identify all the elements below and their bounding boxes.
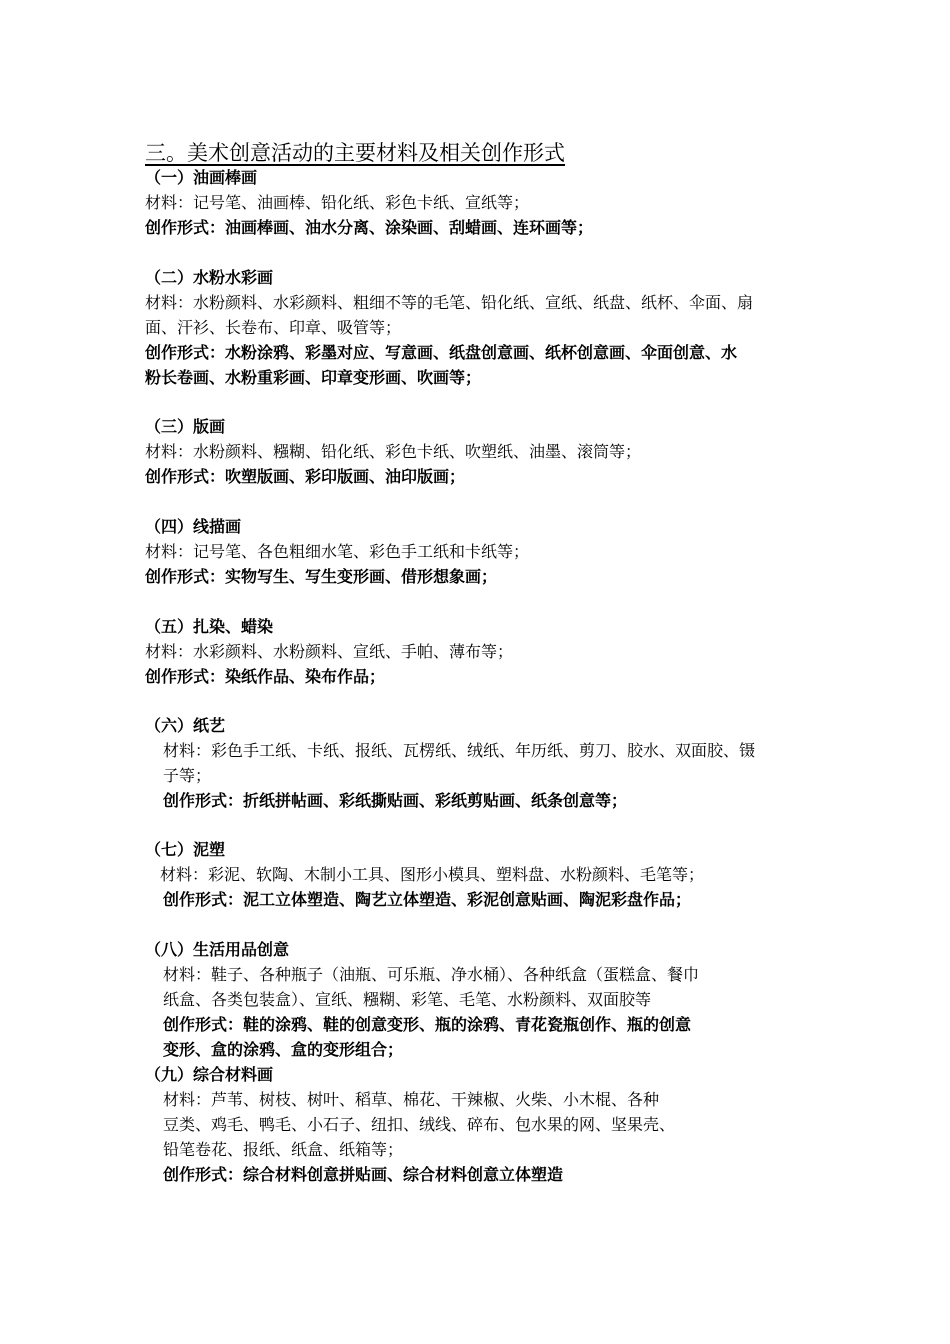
section-oil-pastel [145, 165, 825, 240]
section-heading: （五）扎染、蜡染 [145, 617, 274, 636]
section-heading: （三）版画 [145, 417, 226, 436]
materials-line: 材料：记号笔、油画棒、铅化纸、彩色卡纸、宣纸等； [145, 193, 530, 212]
section-tie-dye [145, 614, 825, 689]
section-daily-items [145, 937, 825, 1062]
section-line-drawing [145, 514, 825, 589]
section-heading: （八）生活用品创意 [145, 940, 290, 959]
page-title: 三。美术创意活动的主要材料及相关创作形式 [145, 141, 565, 165]
section-heading: （六）纸艺 [145, 716, 226, 735]
materials-line: 材料：彩泥、软陶、木制小工具、图形小模具、塑料盘、水粉颜料、毛笔等； [160, 865, 705, 884]
materials-line: 面、汗衫、长卷布、印章、吸管等； [145, 318, 402, 337]
section-heading: （九）综合材料画 [145, 1065, 274, 1084]
section-heading: （二）水粉水彩画 [145, 268, 274, 287]
materials-line: 材料：水粉颜料、水彩颜料、粗细不等的毛笔、铅化纸、宣纸、纸盘、纸杯、伞面、扇 [145, 293, 754, 312]
materials-line: 材料：记号笔、各色粗细水笔、彩色手工纸和卡纸等； [145, 542, 530, 561]
forms-line: 创作形式：折纸拼帖画、彩纸撕贴画、彩纸剪贴画、纸条创意等； [163, 791, 628, 810]
materials-line: 材料：水彩颜料、水粉颜料、宣纸、手帕、薄布等； [145, 642, 514, 661]
materials-line: 铅笔卷花、报纸、纸盒、纸箱等； [163, 1140, 404, 1159]
section-heading: （四）线描画 [145, 517, 242, 536]
section-heading: （一）油画棒画 [145, 168, 258, 187]
materials-line: 材料：鞋子、各种瓶子（油瓶、可乐瓶、净水桶）、各种纸盒（蛋糕盒、餐巾 [163, 965, 700, 984]
section-paper-craft [145, 713, 825, 813]
section-watercolor [145, 265, 825, 390]
forms-line: 创作形式：染纸作品、染布作品； [145, 667, 386, 686]
materials-line: 材料：芦苇、树枝、树叶、稻草、棉花、干辣椒、火柴、小木棍、各种 [163, 1090, 660, 1109]
section-heading: （七）泥塑 [145, 840, 226, 859]
forms-line: 创作形式：综合材料创意拼贴画、综合材料创意立体塑造 [163, 1165, 564, 1184]
materials-line: 豆类、鸡毛、鸭毛、小石子、纽扣、绒线、碎布、包水果的网、坚果壳、 [163, 1115, 676, 1134]
materials-line: 纸盒、各类包装盒）、宣纸、糨糊、彩笔、毛笔、水粉颜料、双面胶等 [163, 990, 652, 1009]
materials-line: 材料：水粉颜料、糨糊、铅化纸、彩色卡纸、吹塑纸、油墨、滚筒等； [145, 442, 642, 461]
forms-line: 创作形式：油画棒画、油水分离、涂染画、刮蜡画、连环画等； [145, 218, 594, 237]
forms-line: 创作形式：吹塑版画、彩印版画、油印版画； [145, 467, 466, 486]
forms-line: 变形、盒的涂鸦、盒的变形组合； [163, 1040, 404, 1059]
materials-line: 子等； [163, 766, 212, 785]
forms-line: 创作形式：实物写生、写生变形画、借形想象画； [145, 567, 498, 586]
materials-line: 材料：彩色手工纸、卡纸、报纸、瓦楞纸、绒纸、年历纸、剪刀、胶水、双面胶、镊 [163, 741, 756, 760]
forms-line: 粉长卷画、水粉重彩画、印章变形画、吹画等； [145, 368, 482, 387]
section-clay-sculpture [145, 837, 825, 912]
forms-line: 创作形式：鞋的涂鸦、鞋的创意变形、瓶的涂鸦、青花瓷瓶创作、瓶的创意 [163, 1015, 692, 1034]
section-mixed-media [145, 1062, 825, 1187]
section-printmaking [145, 414, 825, 489]
forms-line: 创作形式：水粉涂鸦、彩墨对应、写意画、纸盘创意画、纸杯创意画、伞面创意、水 [145, 343, 738, 362]
forms-line: 创作形式：泥工立体塑造、陶艺立体塑造、彩泥创意贴画、陶泥彩盘作品； [163, 890, 692, 909]
